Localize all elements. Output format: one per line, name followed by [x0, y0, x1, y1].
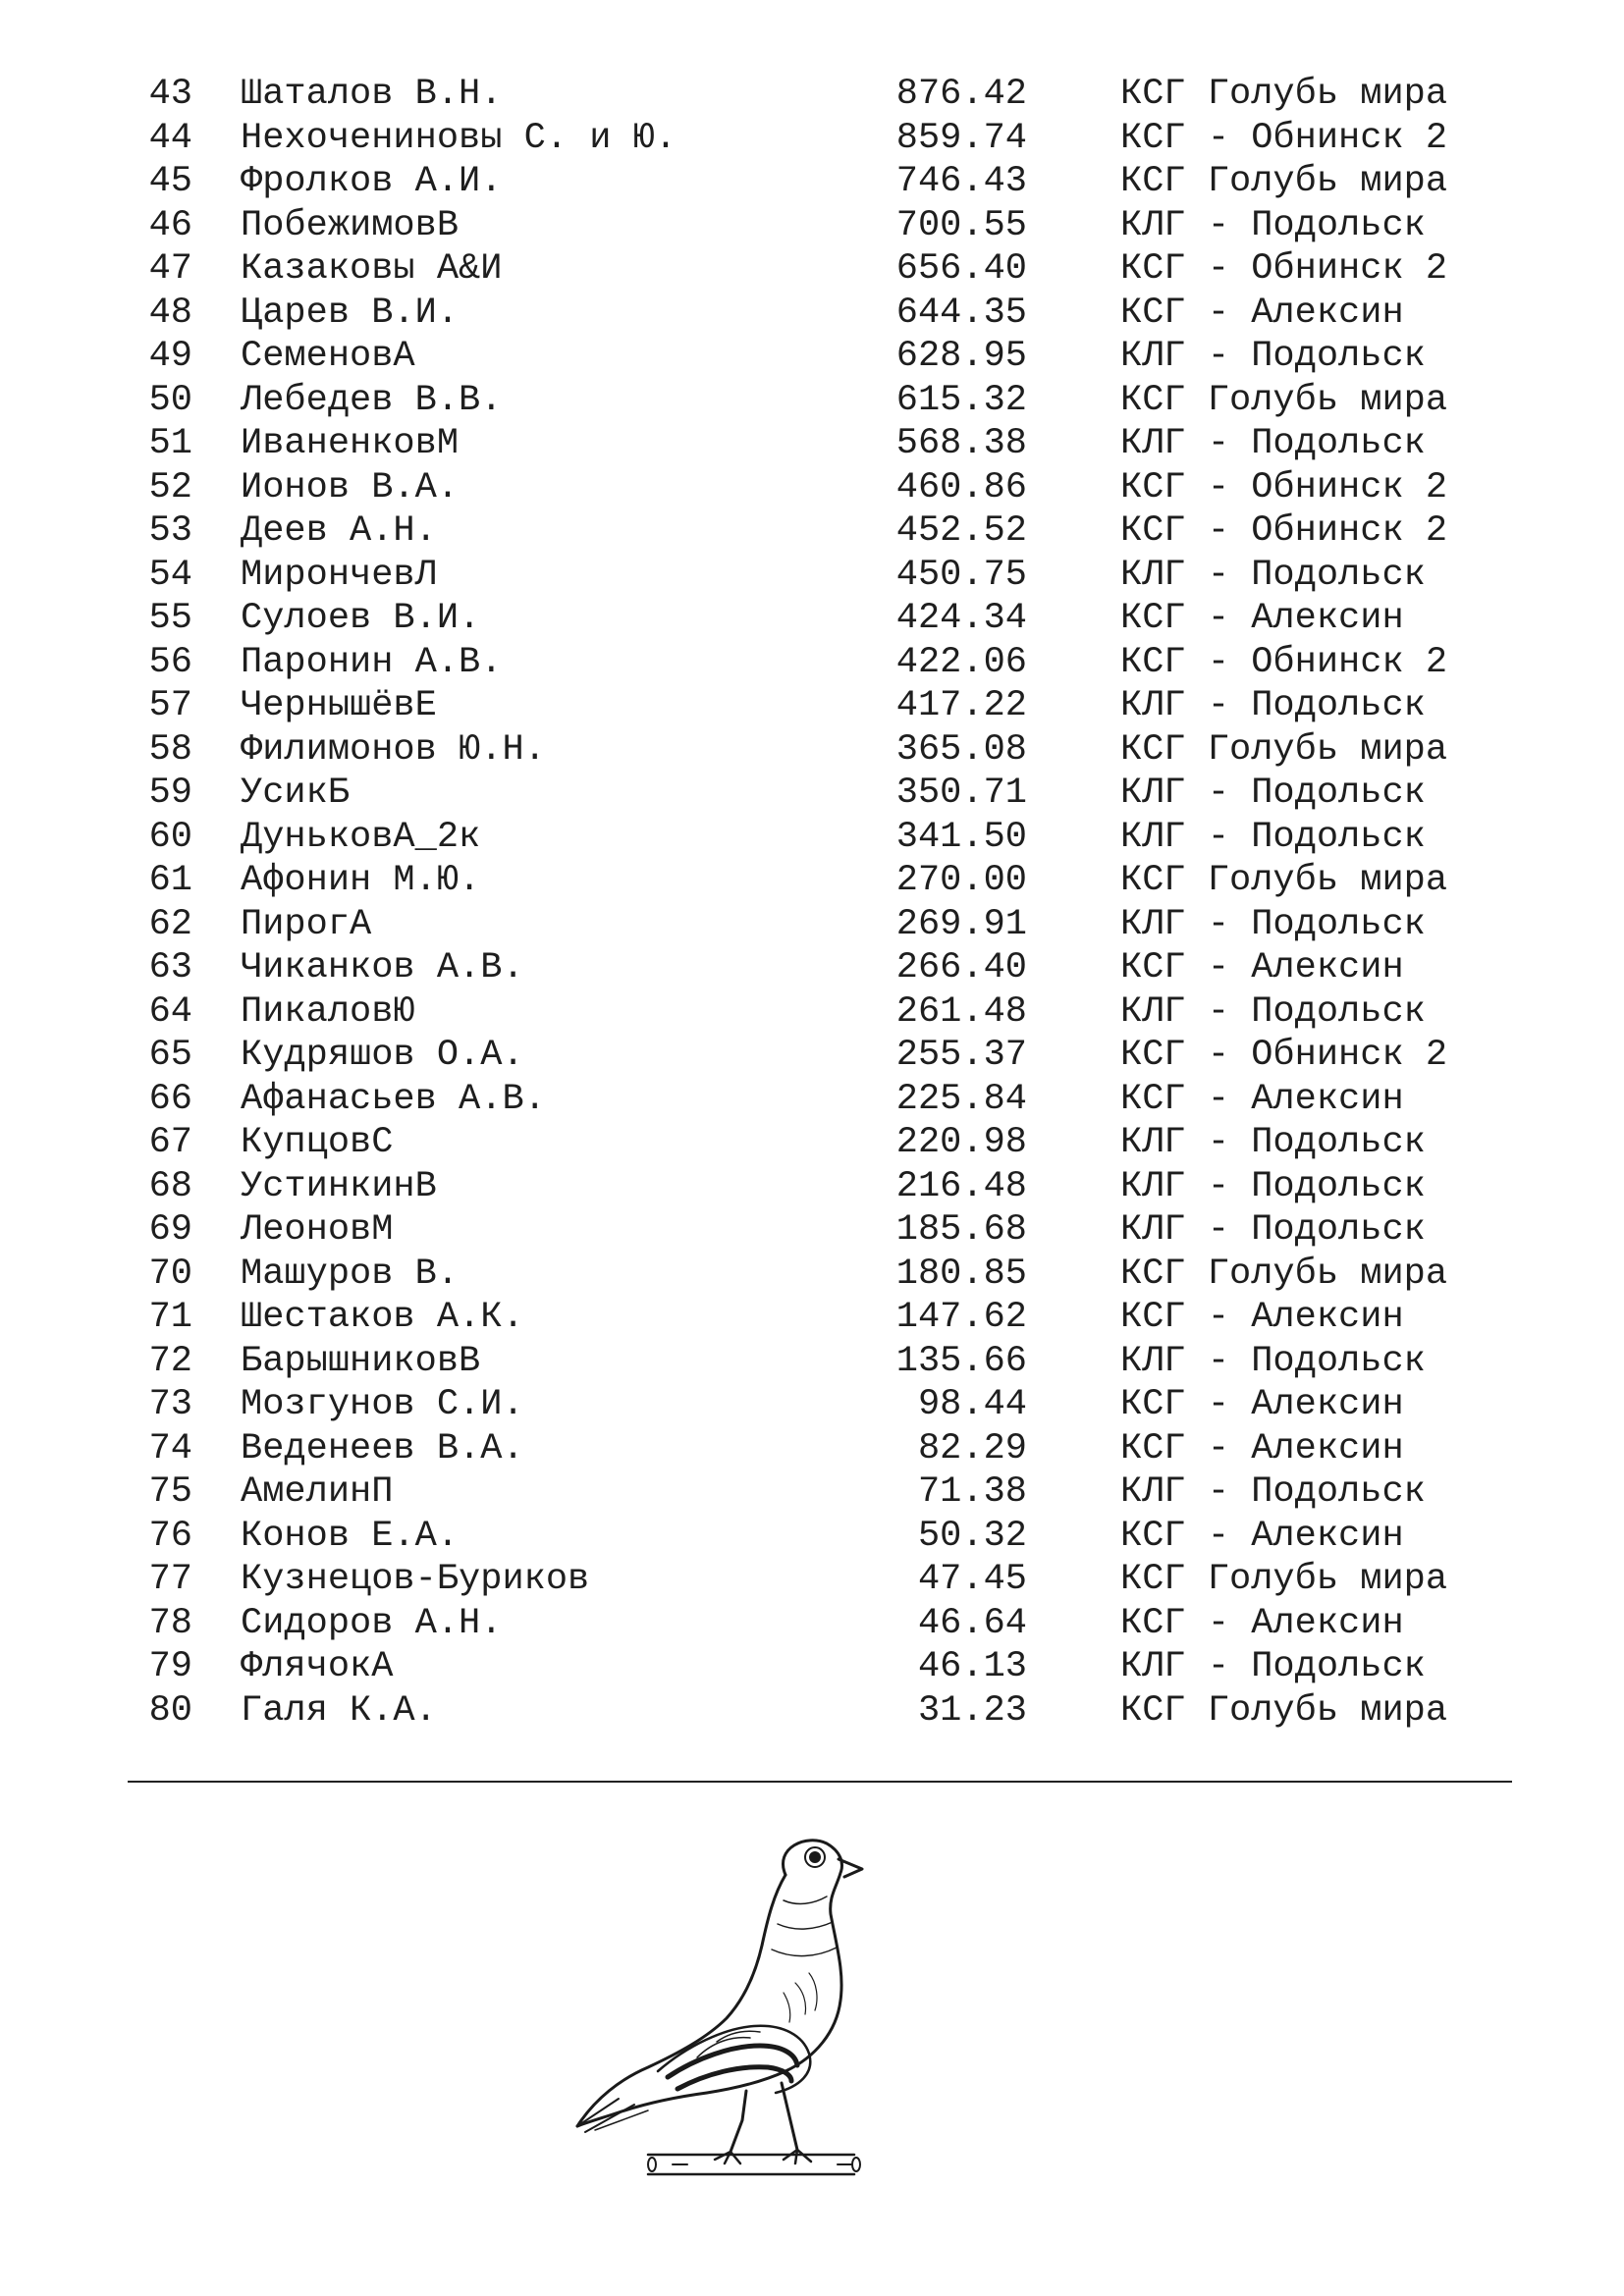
- table-row: [0, 1470, 1624, 1515]
- name-cell: Конов Е.А.: [241, 1515, 460, 1557]
- score-cell: 47.45: [917, 1559, 1027, 1600]
- score-cell: 365.08: [895, 728, 1027, 771]
- name-cell: СеменовА: [241, 336, 415, 377]
- score-cell: 700.55: [895, 204, 1027, 246]
- section-divider: [128, 1781, 1512, 1783]
- pigeon-icon: [550, 1836, 933, 2189]
- score-cell: 180.85: [895, 1253, 1027, 1295]
- club-cell: КСГ - Алексин: [1120, 1078, 1404, 1120]
- club-cell: КСГ Голубь мира: [1120, 1253, 1448, 1295]
- score-cell: 422.06: [895, 641, 1027, 683]
- name-cell: Сидоров А.Н.: [241, 1602, 503, 1644]
- name-cell: Шестаков А.К.: [241, 1297, 524, 1338]
- club-cell: КСГ - Обнинск 2: [1120, 466, 1448, 508]
- club-cell: КЛГ - Подольск: [1120, 990, 1426, 1033]
- table-row: [0, 816, 1624, 860]
- club-cell: КСГ Голубь мира: [1120, 1689, 1448, 1732]
- club-cell: КСГ - Алексин: [1120, 1427, 1404, 1469]
- table-row: [0, 1340, 1624, 1384]
- rank-cell: 46: [148, 204, 192, 246]
- table-row: [0, 335, 1624, 379]
- name-cell: Нехочениновы С. и Ю.: [241, 117, 677, 159]
- name-cell: Кузнецов-Буриков: [241, 1559, 590, 1600]
- rank-cell: 45: [148, 161, 192, 202]
- name-cell: ЛеоновМ: [241, 1209, 394, 1251]
- name-cell: Афонин М.Ю.: [241, 860, 481, 901]
- score-cell: 261.48: [895, 990, 1027, 1033]
- results-list: [0, 73, 1624, 1733]
- table-row: [0, 1208, 1624, 1253]
- score-cell: 98.44: [917, 1384, 1027, 1425]
- name-cell: АмелинП: [241, 1471, 394, 1513]
- table-row: [0, 859, 1624, 903]
- club-cell: КСГ - Алексин: [1120, 1384, 1404, 1425]
- club-cell: КЛГ - Подольск: [1120, 336, 1426, 377]
- rank-cell: 56: [148, 641, 192, 683]
- rank-cell: 80: [148, 1689, 192, 1732]
- club-cell: КСГ - Обнинск 2: [1120, 248, 1448, 290]
- club-cell: КСГ - Обнинск 2: [1120, 641, 1448, 683]
- rank-cell: 62: [148, 903, 192, 945]
- score-cell: 269.91: [895, 903, 1027, 945]
- rank-cell: 64: [148, 990, 192, 1033]
- score-cell: 147.62: [895, 1297, 1027, 1338]
- rank-cell: 50: [148, 379, 192, 421]
- table-row: [0, 1515, 1624, 1559]
- name-cell: Филимонов Ю.Н.: [241, 728, 546, 771]
- rank-cell: 43: [148, 74, 192, 115]
- table-row: [0, 247, 1624, 292]
- table-row: [0, 1121, 1624, 1165]
- club-cell: КСГ - Алексин: [1120, 947, 1404, 988]
- score-cell: 628.95: [895, 336, 1027, 377]
- name-cell: ЧернышёвЕ: [241, 685, 437, 726]
- score-cell: 876.42: [895, 74, 1027, 115]
- score-cell: 450.75: [895, 554, 1027, 596]
- score-cell: 568.38: [895, 423, 1027, 464]
- name-cell: Веденеев В.А.: [241, 1427, 524, 1469]
- club-cell: КСГ - Алексин: [1120, 598, 1404, 639]
- score-cell: 50.32: [917, 1515, 1027, 1557]
- table-row: [0, 160, 1624, 204]
- table-row: [0, 1253, 1624, 1297]
- rank-cell: 79: [148, 1646, 192, 1687]
- table-row: [0, 684, 1624, 728]
- name-cell: Сулоев В.И.: [241, 598, 481, 639]
- name-cell: ИваненковМ: [241, 423, 460, 464]
- club-cell: КСГ - Алексин: [1120, 1602, 1404, 1644]
- score-cell: 216.48: [895, 1165, 1027, 1207]
- club-cell: КЛГ - Подольск: [1120, 1646, 1426, 1687]
- rank-cell: 68: [148, 1165, 192, 1207]
- score-cell: 225.84: [895, 1078, 1027, 1120]
- name-cell: ПикаловЮ: [241, 990, 415, 1033]
- rank-cell: 77: [148, 1559, 192, 1600]
- table-row: [0, 1383, 1624, 1427]
- score-cell: 71.38: [917, 1471, 1027, 1513]
- rank-cell: 73: [148, 1384, 192, 1425]
- name-cell: КупцовС: [241, 1122, 394, 1163]
- score-cell: 341.50: [895, 816, 1027, 858]
- table-row: [0, 1689, 1624, 1734]
- rank-cell: 76: [148, 1515, 192, 1557]
- table-row: [0, 1165, 1624, 1209]
- table-row: [0, 292, 1624, 336]
- club-cell: КЛГ - Подольск: [1120, 1122, 1426, 1163]
- table-row: [0, 1645, 1624, 1689]
- name-cell: Чиканков А.В.: [241, 947, 524, 988]
- table-row: [0, 117, 1624, 161]
- table-row: [0, 1034, 1624, 1078]
- name-cell: ДуньковА_2к: [241, 816, 481, 858]
- club-cell: КЛГ - Подольск: [1120, 423, 1426, 464]
- name-cell: Кудряшов О.А.: [241, 1035, 524, 1076]
- table-row: [0, 728, 1624, 773]
- rank-cell: 60: [148, 816, 192, 858]
- table-row: [0, 73, 1624, 117]
- score-cell: 452.52: [895, 510, 1027, 552]
- score-cell: 46.13: [917, 1646, 1027, 1687]
- rank-cell: 52: [148, 466, 192, 508]
- name-cell: УсикБ: [241, 773, 351, 814]
- score-cell: 460.86: [895, 466, 1027, 508]
- rank-cell: 71: [148, 1297, 192, 1338]
- club-cell: КЛГ - Подольск: [1120, 204, 1426, 246]
- name-cell: Деев А.Н.: [241, 510, 437, 552]
- club-cell: КСГ - Обнинск 2: [1120, 510, 1448, 552]
- table-row: [0, 946, 1624, 990]
- name-cell: Фролков А.И.: [241, 161, 503, 202]
- club-cell: КСГ - Алексин: [1120, 1297, 1404, 1338]
- name-cell: Казаковы А&И: [241, 248, 503, 290]
- club-cell: КСГ Голубь мира: [1120, 379, 1448, 421]
- rank-cell: 55: [148, 598, 192, 639]
- table-row: [0, 554, 1624, 598]
- score-cell: 270.00: [895, 860, 1027, 901]
- rank-cell: 51: [148, 423, 192, 464]
- name-cell: Лебедев В.В.: [241, 379, 503, 421]
- rank-cell: 66: [148, 1078, 192, 1120]
- score-cell: 46.64: [917, 1602, 1027, 1644]
- table-row: [0, 903, 1624, 947]
- rank-cell: 49: [148, 336, 192, 377]
- rank-cell: 59: [148, 773, 192, 814]
- score-cell: 31.23: [917, 1689, 1027, 1732]
- club-cell: КЛГ - Подольск: [1120, 554, 1426, 596]
- name-cell: МирончевЛ: [241, 554, 437, 596]
- club-cell: КСГ Голубь мира: [1120, 161, 1448, 202]
- table-row: [0, 772, 1624, 816]
- score-cell: 82.29: [917, 1427, 1027, 1469]
- table-row: [0, 204, 1624, 248]
- score-cell: 220.98: [895, 1122, 1027, 1163]
- name-cell: Афанасьев А.В.: [241, 1078, 546, 1120]
- club-cell: КСГ Голубь мира: [1120, 860, 1448, 901]
- club-cell: КЛГ - Подольск: [1120, 1340, 1426, 1382]
- rank-cell: 72: [148, 1340, 192, 1382]
- score-cell: 424.34: [895, 598, 1027, 639]
- table-row: [0, 990, 1624, 1035]
- club-cell: КСГ Голубь мира: [1120, 1559, 1448, 1600]
- name-cell: Мозгунов С.И.: [241, 1384, 524, 1425]
- club-cell: КСГ Голубь мира: [1120, 728, 1448, 771]
- score-cell: 135.66: [895, 1340, 1027, 1382]
- score-cell: 266.40: [895, 947, 1027, 988]
- club-cell: КЛГ - Подольск: [1120, 1209, 1426, 1251]
- table-row: [0, 509, 1624, 554]
- score-cell: 417.22: [895, 685, 1027, 726]
- rank-cell: 48: [148, 292, 192, 334]
- club-cell: КЛГ - Подольск: [1120, 816, 1426, 858]
- score-cell: 859.74: [895, 117, 1027, 159]
- rank-cell: 54: [148, 554, 192, 596]
- rank-cell: 65: [148, 1035, 192, 1076]
- score-cell: 746.43: [895, 161, 1027, 202]
- club-cell: КСГ Голубь мира: [1120, 74, 1448, 115]
- table-row: [0, 597, 1624, 641]
- score-cell: 615.32: [895, 379, 1027, 421]
- name-cell: Машуров В.: [241, 1253, 460, 1295]
- club-cell: КЛГ - Подольск: [1120, 773, 1426, 814]
- table-row: [0, 1296, 1624, 1340]
- rank-cell: 53: [148, 510, 192, 552]
- club-cell: КЛГ - Подольск: [1120, 1165, 1426, 1207]
- club-cell: КЛГ - Подольск: [1120, 903, 1426, 945]
- rank-cell: 78: [148, 1602, 192, 1644]
- score-cell: 350.71: [895, 773, 1027, 814]
- table-row: [0, 466, 1624, 510]
- score-cell: 185.68: [895, 1209, 1027, 1251]
- rank-cell: 70: [148, 1253, 192, 1295]
- name-cell: БарышниковВ: [241, 1340, 481, 1382]
- rank-cell: 58: [148, 728, 192, 771]
- rank-cell: 61: [148, 860, 192, 901]
- rank-cell: 74: [148, 1427, 192, 1469]
- score-cell: 255.37: [895, 1035, 1027, 1076]
- table-row: [0, 1558, 1624, 1602]
- table-row: [0, 422, 1624, 466]
- rank-cell: 75: [148, 1471, 192, 1513]
- club-cell: КСГ - Алексин: [1120, 292, 1404, 334]
- name-cell: Паронин А.В.: [241, 641, 503, 683]
- name-cell: ФлячокА: [241, 1646, 394, 1687]
- name-cell: Шаталов В.Н.: [241, 74, 503, 115]
- club-cell: КЛГ - Подольск: [1120, 685, 1426, 726]
- name-cell: Галя К.А.: [241, 1689, 437, 1732]
- name-cell: ПобежимовВ: [241, 204, 460, 246]
- table-row: [0, 1078, 1624, 1122]
- rank-cell: 63: [148, 947, 192, 988]
- name-cell: Ионов В.А.: [241, 466, 460, 508]
- club-cell: КСГ - Обнинск 2: [1120, 117, 1448, 159]
- rank-cell: 69: [148, 1209, 192, 1251]
- club-cell: КСГ - Алексин: [1120, 1515, 1404, 1557]
- score-cell: 644.35: [895, 292, 1027, 334]
- table-row: [0, 641, 1624, 685]
- rank-cell: 47: [148, 248, 192, 290]
- club-cell: КЛГ - Подольск: [1120, 1471, 1426, 1513]
- rank-cell: 67: [148, 1122, 192, 1163]
- score-cell: 656.40: [895, 248, 1027, 290]
- rank-cell: 57: [148, 685, 192, 726]
- table-row: [0, 1602, 1624, 1646]
- name-cell: УстинкинВ: [241, 1165, 437, 1207]
- table-row: [0, 1427, 1624, 1471]
- name-cell: Царев В.И.: [241, 292, 460, 334]
- name-cell: ПирогА: [241, 903, 372, 945]
- table-row: [0, 379, 1624, 423]
- club-cell: КСГ - Обнинск 2: [1120, 1035, 1448, 1076]
- rank-cell: 44: [148, 117, 192, 159]
